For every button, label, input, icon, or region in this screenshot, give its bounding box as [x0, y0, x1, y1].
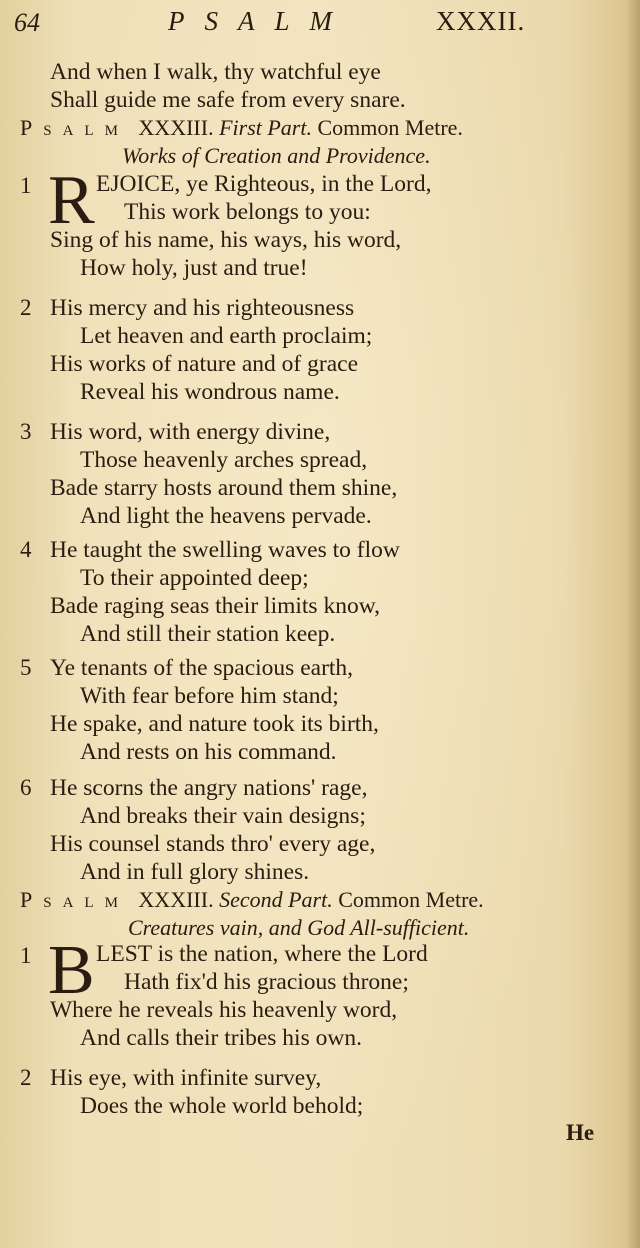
drop-cap: R	[48, 162, 95, 239]
page-number: 64	[14, 8, 40, 37]
verse-number: 2	[20, 1065, 32, 1090]
verse-line: Bade starry hosts around them shine,	[50, 475, 398, 501]
verse-line: His word, with energy divine,	[50, 419, 331, 445]
verse-line: And calls their tribes his own.	[80, 1025, 362, 1051]
verse-line: And in full glory shines.	[80, 859, 310, 885]
verse-line: Hath fix'd his gracious throne;	[124, 969, 409, 995]
verse-line: LEST is the nation, where the Lord	[96, 941, 428, 967]
verse-line: How holy, just and true!	[80, 255, 308, 281]
heading-label: Psalm	[20, 887, 129, 912]
verse-line: Ye tenants of the spacious earth,	[50, 655, 354, 681]
heading-metre: Common Metre.	[338, 887, 484, 912]
verse-line: This work belongs to you:	[124, 199, 371, 225]
verse-line: Does the whole world behold;	[80, 1093, 364, 1119]
verse-line: Sing of his name, his ways, his word,	[50, 227, 402, 253]
verse-line: His works of nature and of grace	[50, 351, 359, 377]
verse-number: 6	[20, 775, 32, 800]
verse-number: 3	[20, 419, 32, 444]
verse-line: And still their station keep.	[80, 621, 336, 647]
page-edge-shadow	[626, 0, 640, 1248]
verse-number: 4	[20, 537, 32, 562]
section-subtitle: Creatures vain, and God All-sufficient.	[128, 915, 470, 940]
verse-line: Let heaven and earth proclaim;	[80, 323, 373, 349]
verse-line: And breaks their vain designs;	[80, 803, 366, 829]
running-psalm-number: XXXII.	[436, 6, 526, 36]
verse-line: He taught the swelling waves to flow	[50, 537, 400, 563]
verse-line: With fear before him stand;	[80, 683, 339, 709]
section-heading	[20, 114, 463, 142]
verse-line: EJOICE, ye Righteous, in the Lord,	[96, 171, 432, 197]
carryover-line: And when I walk, thy watchful eye	[50, 59, 381, 85]
carryover-line: Shall guide me safe from every snare.	[50, 87, 406, 113]
verse-line: His counsel stands thro' every age,	[50, 831, 376, 857]
heading-metre: Common Metre.	[317, 115, 463, 140]
verse-line: His eye, with infinite survey,	[50, 1065, 322, 1091]
section-subtitle: Works of Creation and Providence.	[122, 143, 431, 168]
verse-line: And light the heavens pervade.	[80, 503, 372, 529]
verse-line: Bade raging seas their limits know,	[50, 593, 381, 619]
drop-cap: B	[48, 932, 95, 1009]
verse-number: 1	[20, 943, 32, 968]
verse-number: 2	[20, 295, 32, 320]
verse-number: 1	[20, 173, 32, 198]
heading-number: XXXIII.	[138, 115, 214, 140]
verse-line: To their appointed deep;	[80, 565, 309, 591]
heading-label: Psalm	[20, 115, 129, 140]
verse-line: Those heavenly arches spread,	[80, 447, 368, 473]
verse-line: And rests on his command.	[80, 739, 337, 765]
running-title: PSALM	[168, 6, 352, 36]
verse-line: He scorns the angry nations' rage,	[50, 775, 368, 801]
verse-line: He spake, and nature took its birth,	[50, 711, 379, 737]
catchword: He	[566, 1120, 595, 1145]
verse-number: 5	[20, 655, 32, 680]
heading-part: Second Part.	[219, 887, 333, 912]
verse-line: Reveal his wondrous name.	[80, 379, 340, 405]
section-heading	[20, 886, 484, 914]
verse-line: His mercy and his righteousness	[50, 295, 355, 321]
heading-part: First Part.	[219, 115, 312, 140]
heading-number: XXXIII.	[138, 887, 214, 912]
verse-line: Where he reveals his heavenly word,	[50, 997, 398, 1023]
